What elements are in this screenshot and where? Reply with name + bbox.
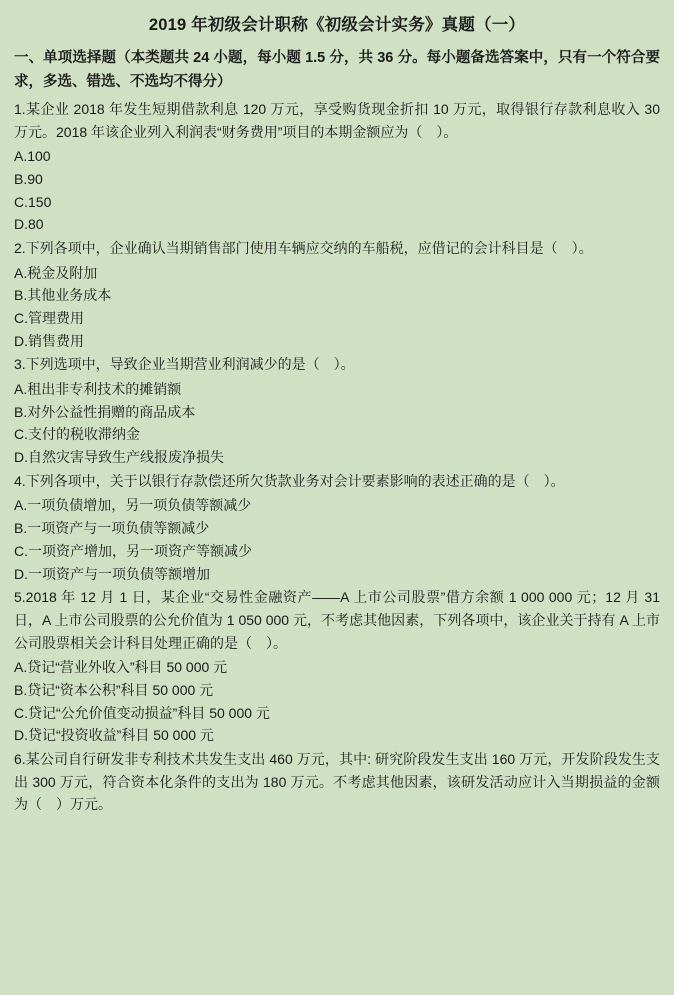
question-2: [14, 237, 660, 352]
question-option[interactable]: D.贷记“投资收益”科目 50 000 元: [14, 727, 214, 744]
page-title: 2019 年初级会计职称《初级会计实务》真题（一）: [148, 16, 526, 34]
question-stem: 4.下列各项中，关于以银行存款偿还所欠货款业务对会计要素影响的表述正确的是（ ）。: [14, 472, 565, 489]
question-option[interactable]: D.80: [14, 216, 44, 233]
question-option[interactable]: C.贷记“公允价值变动损益”科目 50 000 元: [14, 704, 270, 721]
question-option[interactable]: C.一项资产增加，另一项资产等额减少: [14, 542, 252, 559]
question-option[interactable]: A.100: [14, 148, 51, 165]
question-option[interactable]: D.一项资产与一项负债等额增加: [14, 565, 210, 582]
question-option[interactable]: B.对外公益性捐赠的商品成本: [14, 403, 196, 420]
question-option[interactable]: B.90: [14, 171, 43, 188]
question-option[interactable]: A.租出非专利技术的摊销额: [14, 381, 182, 398]
question-option[interactable]: A.贷记“营业外收入”科目 50 000 元: [14, 659, 228, 676]
question-option[interactable]: A.税金及附加: [14, 264, 98, 281]
question-stem: 1.某企业 2018 年发生短期借款利息 120 万元，享受购货现金折扣 10 万元，取得银行存款利息收入 30 万元。2018 年该企业列入利润表“财务费用”项目的本期金额应为（ ）。: [14, 101, 660, 140]
question-option[interactable]: A.一项负债增加，另一项负债等额减少: [14, 497, 252, 514]
question-option[interactable]: D.销售费用: [14, 332, 84, 349]
question-option[interactable]: B.一项资产与一项负债等额减少: [14, 520, 210, 537]
question-stem: 2.下列各项中，企业确认当期销售部门使用车辆应交纳的车船税，应借记的会计科目是（ ）。: [14, 240, 593, 257]
section-heading: 一、单项选择题（本类题共 24 小题，每小题 1.5 分，共 36 分。每小题备选答案中，只有一个符合要求，多选、错选、不选均不得分）: [14, 50, 660, 90]
question-option[interactable]: C.管理费用: [14, 310, 84, 327]
question-stem: 5.2018 年 12 月 1 日，某企业“交易性金融资产——A 上市公司股票”借方余额 1 000 000 元；12 月 31 日，A 上市公司股票的公允价值为 1 050 000 元，不考虑其他因素，下列各项中，该企业关于持有 A 上市公司股票相关会计科目处理正确的是（ ）。: [14, 589, 660, 651]
question-6: [14, 748, 660, 816]
question-option[interactable]: B.其他业务成本: [14, 287, 112, 304]
question-option[interactable]: B.贷记“资本公积”科目 50 000 元: [14, 681, 214, 698]
question-stem: 3.下列选项中，导致企业当期营业利润减少的是（ ）。: [14, 356, 355, 373]
question-option[interactable]: D.自然灾害导致生产线报废净损失: [14, 449, 224, 466]
question-4: [14, 470, 660, 585]
question-option[interactable]: C.支付的税收滞纳金: [14, 426, 140, 443]
question-3: [14, 353, 660, 468]
question-1: [14, 98, 660, 236]
question-stem: 6.某公司自行研发非专利技术共发生支出 460 万元，其中: 研究阶段发生支出 160 万元，开发阶段发生支出 300 万元，符合资本化条件的支出为 180 万元。不考虑其他因素，该研发活动应计入当期损益的金额为（ ）万元。: [14, 750, 660, 813]
question-option[interactable]: C.150: [14, 193, 52, 210]
question-5: [14, 586, 660, 747]
